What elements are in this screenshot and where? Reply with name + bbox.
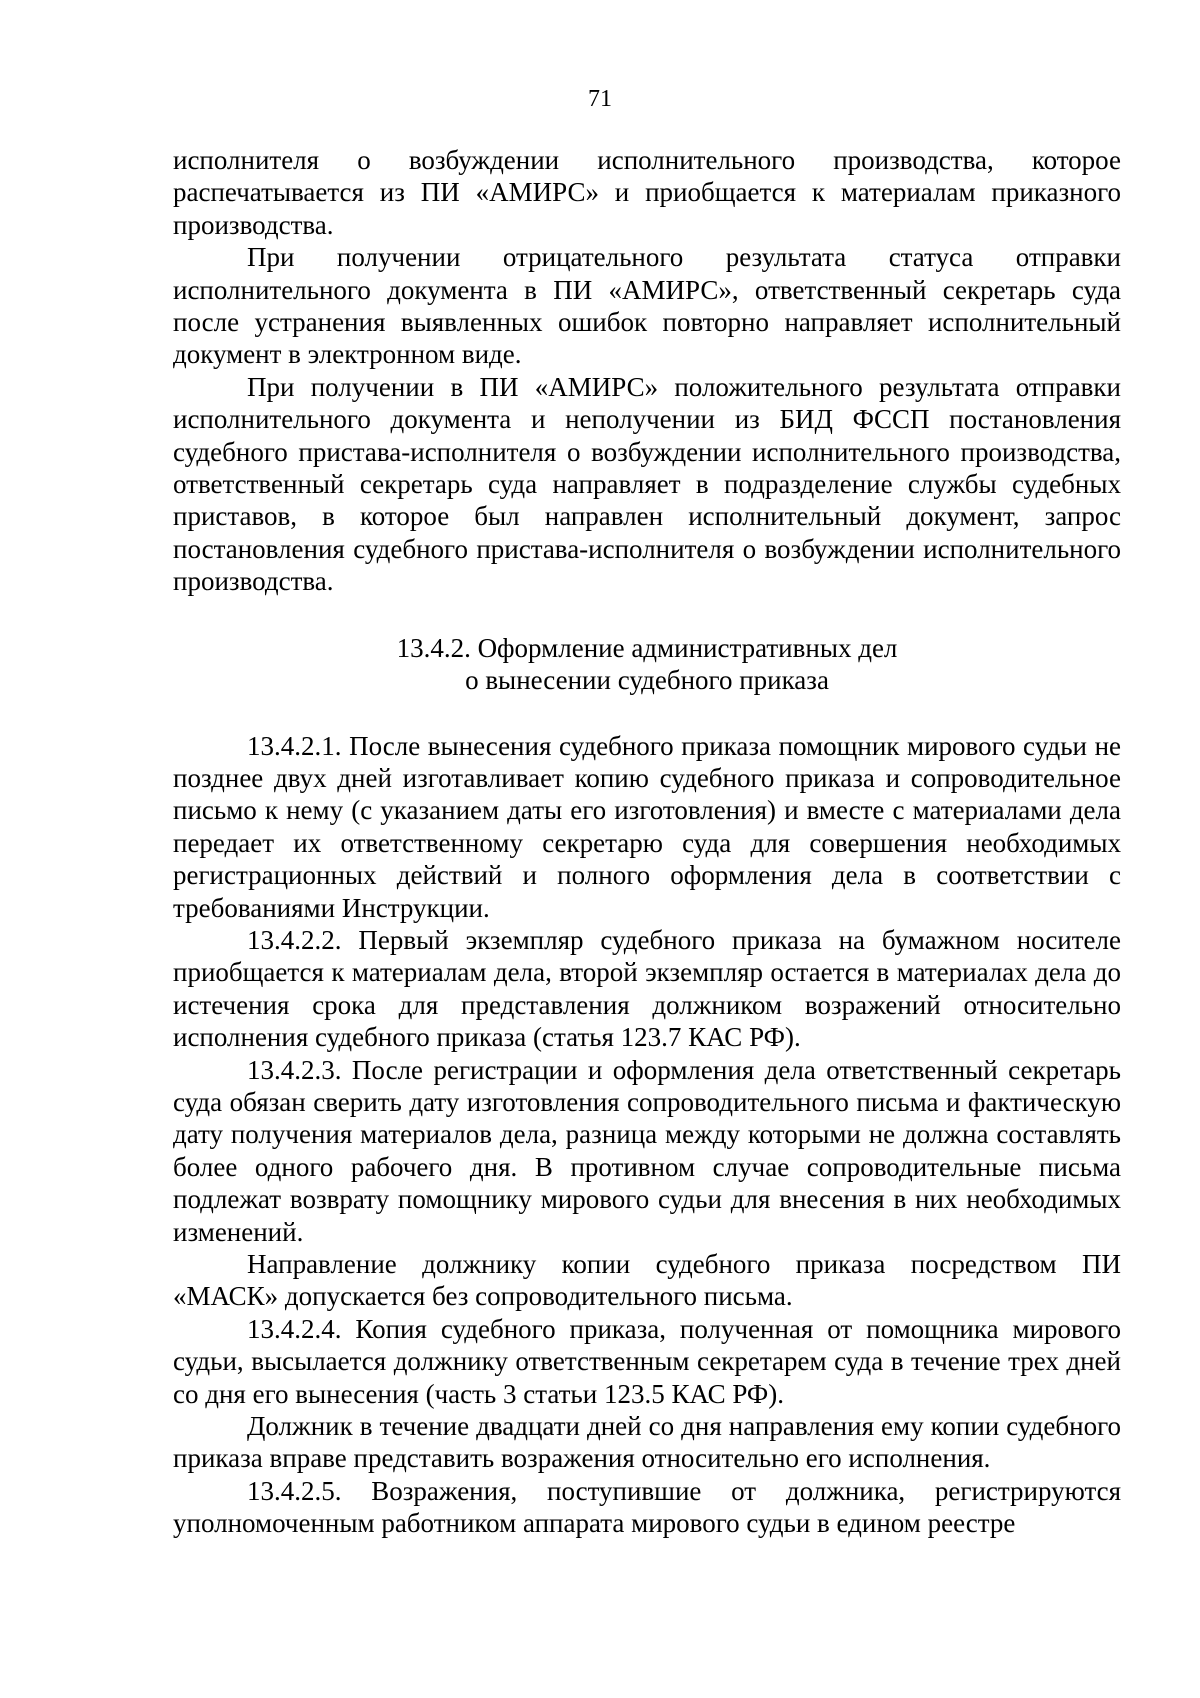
section-heading-line: о вынесении судебного приказа [465,665,829,696]
paragraph: Должник в течение двадцати дней со дня направления ему копии судебного приказа вправе представить возражения относительно его исполнения. [173,1411,1121,1474]
paragraph: 13.4.2.4. Копия судебного приказа, полученная от помощника мирового судьи, высылается должнику ответственным секретарем суда в течение трех дней со дня его вынесения (часть 3 статьи 123.5 КАС РФ). [173,1313,1121,1409]
paragraph: исполнителя о возбуждении исполнительного производства, которое распечатывается из ПИ «АМИРС» и приобщается к материалам приказного производства. [173,145,1121,240]
paragraph: Направление должнику копии судебного приказа посредством ПИ «МАСК» допускается без сопроводительного письма. [173,1249,1121,1312]
paragraph: 13.4.2.2. Первый экземпляр судебного приказа на бумажном носителе приобщается к материалам дела, второй экземпляр остается в материалах дела до истечения срока для представления должником возражений относительно исполнения судебного приказа (статья 123.7 КАС РФ). [173,924,1121,1053]
section-heading-line: 13.4.2. Оформление административных дел [396,632,898,663]
paragraph: 13.4.2.1. После вынесения судебного приказа помощник мирового судьи не позднее двух дней изготавливает копию судебного приказа и сопроводительное письмо к нему (с указанием даты его изготовления) и вместе с материалами дела передает их ответственному секретарю суда для совершения необходимых регистрационных действий и полного оформления дела в соответствии с требованиями Инструкции. [173,730,1121,923]
paragraph: 13.4.2.5. Возражения, поступившие от должника, регистрируются уполномоченным работником аппарата мирового судьи в едином реестре [173,1475,1121,1539]
paragraph: 13.4.2.3. После регистрации и оформления дела ответственный секретарь суда обязан сверить дату изготовления сопроводительного письма и фактическую дату получения материалов дела, разница между которыми не должна составлять более одного рабочего дня. В противном случае сопроводительные письма подлежат возврату помощнику мирового судьи для внесения в них необходимых изменений. [173,1054,1121,1247]
section-heading [173,632,1121,697]
document-body [173,144,1121,1540]
paragraph: При получении отрицательного результата статуса отправки исполнительного документа в ПИ «АМИРС», ответственный секретарь суда после устранения выявленных ошибок повторно направляет исполнительный документ в электронном виде. [173,242,1121,370]
paragraph: При получении в ПИ «АМИРС» положительного результата отправки исполнительного документа и неполучении из БИД ФССП постановления судебного пристава-исполнителя о возбуждении исполнительного производства, ответственный секретарь суда направляет в подразделение службы судебных приставов, в которое был направлен исполнительный документ, запрос постановления судебного пристава-исполнителя о возбуждении исполнительного производства. [173,371,1121,597]
page-number: 71 [588,86,612,112]
